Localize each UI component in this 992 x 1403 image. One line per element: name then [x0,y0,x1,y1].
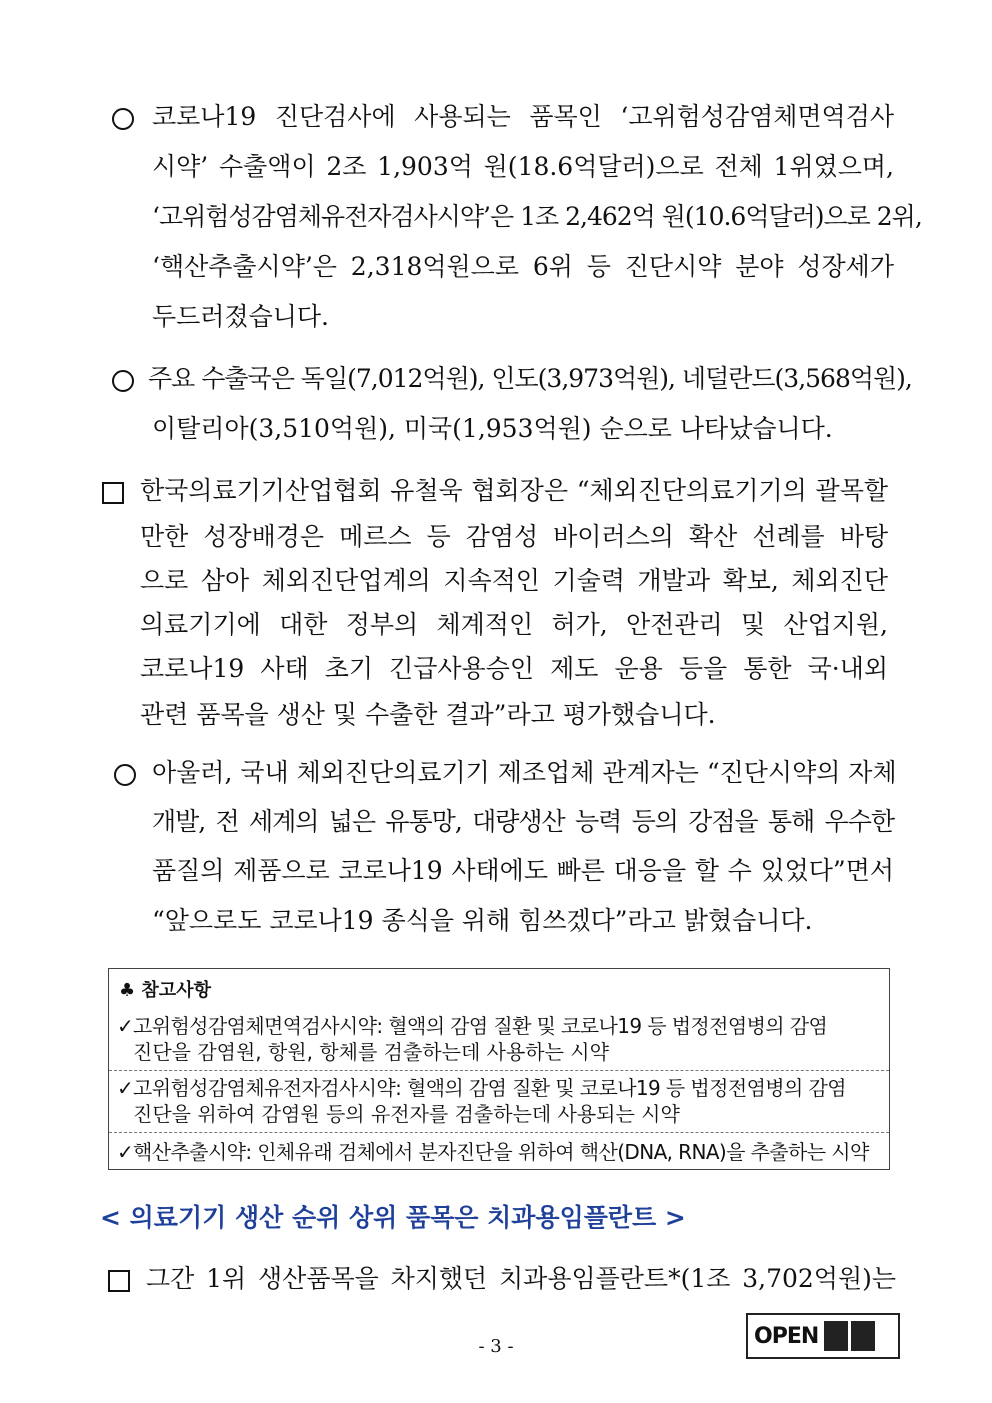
reference-item-text: 고위험성감염체유전자검사시약: 혈액의 감염 질환 및 코로나19 등 법정전염병의 감염 [133,1076,846,1100]
circle-bullet-icon [114,764,136,786]
reference-item-text: 진단을 위하여 감염원 등의 유전자를 검출하는데 사용되는 시약 [133,1102,680,1126]
check-icon: ✓ [117,1140,134,1164]
paragraph-4-line-4: “앞으로도 코로나19 종식을 위해 힘쓰겠다”라고 밝혔습니다. [152,906,813,935]
paragraph-3-line-6: 관련 품목을 생산 및 수출한 결과”라고 평가했습니다. [140,700,716,729]
square-bullet-icon [108,1270,130,1292]
check-icon: ✓ [117,1014,134,1038]
paragraph-4-line-1: 아울러, 국내 체외진단의료기기 제조업체 관계자는 “진단시약의 자체 [152,758,897,787]
paragraph-4-line-2: 개발, 전 세계의 넓은 유통망, 대량생산 능력 등의 강점을 통해 우수한 [152,807,894,836]
reference-item-text: 고위험성감염체면역검사시약: 혈액의 감염 질환 및 코로나19 등 법정전염병의 감염 [133,1014,828,1038]
paragraph-3-line-3: 으로 삼아 체외진단업계의 지속적인 기술력 개발과 확보, 체외진단 [140,566,888,595]
divider [109,1132,889,1133]
reference-item [117,1139,879,1165]
circle-bullet-icon [112,370,134,392]
paragraph-1-line-5: 두드러졌습니다. [152,302,329,331]
last-paragraph-line: 그간 1위 생산품목을 차지했던 치과용임플란트*(1조 3,702억원)는 [146,1264,896,1293]
section-heading: < 의료기기 생산 순위 상위 품목은 치과용임플란트 > [100,1203,686,1232]
open-logo-text: OPEN [754,1323,819,1349]
reference-item [117,1075,879,1127]
paragraph-1-line-4: ‘핵산추출시약’은 2,318억원으로 6위 등 진단시약 분야 성장세가 [152,252,894,281]
paragraph-3-line-5: 코로나19 사태 초기 긴급사용승인 제도 운용 등을 통한 국·내외 [140,654,888,683]
reference-item-text: 핵산추출시약: 인체유래 검체에서 분자진단을 위하여 핵산(DNA, RNA)을 추출하는 시약 [133,1140,869,1164]
paragraph-2-line-2: 이탈리아(3,510억원), 미국(1,953억원) 순으로 나타났습니다. [152,414,833,443]
check-icon: ✓ [117,1076,134,1100]
reference-item-text: 진단을 감염원, 항원, 항체를 검출하는데 사용하는 시약 [133,1040,609,1064]
paragraph-3-line-4: 의료기기에 대한 정부의 체계적인 허가, 안전관리 및 산업지원, [140,610,888,639]
paragraph-2-line-1: 주요 수출국은 독일(7,012억원), 인도(3,973억원), 네덜란드(3,568억원), [148,364,912,393]
paragraph-3-line-1: 한국의료기기산업협회 유철욱 협회장은 “체외진단의료기기의 괄목할 [140,476,888,505]
paragraph-3-line-2: 만한 성장배경은 메르스 등 감염성 바이러스의 확산 선례를 바탕 [140,522,888,551]
reference-box [108,968,890,1170]
reference-item [117,1013,879,1065]
divider [109,1070,889,1071]
circle-bullet-icon [112,108,134,130]
reference-title: ♣ 참고사항 [119,980,211,1001]
paragraph-1-line-3: ‘고위험성감염체유전자검사시약’은 1조 2,462억 원(10.6억달러)으로 2위, [152,202,922,231]
paragraph-4-line-3: 품질의 제품으로 코로나19 사태에도 빠른 대응을 할 수 있었다”면서 [152,856,894,885]
paragraph-1-line-1: 코로나19 진단검사에 사용되는 품목인 ‘고위험성감염체면역검사 [152,102,894,131]
page-number: - 3 - [478,1336,514,1357]
paragraph-1-line-2: 시약’ 수출액이 2조 1,903억 원(18.6억달러)으로 전체 1위였으며, [152,152,894,181]
square-bullet-icon [102,482,124,504]
